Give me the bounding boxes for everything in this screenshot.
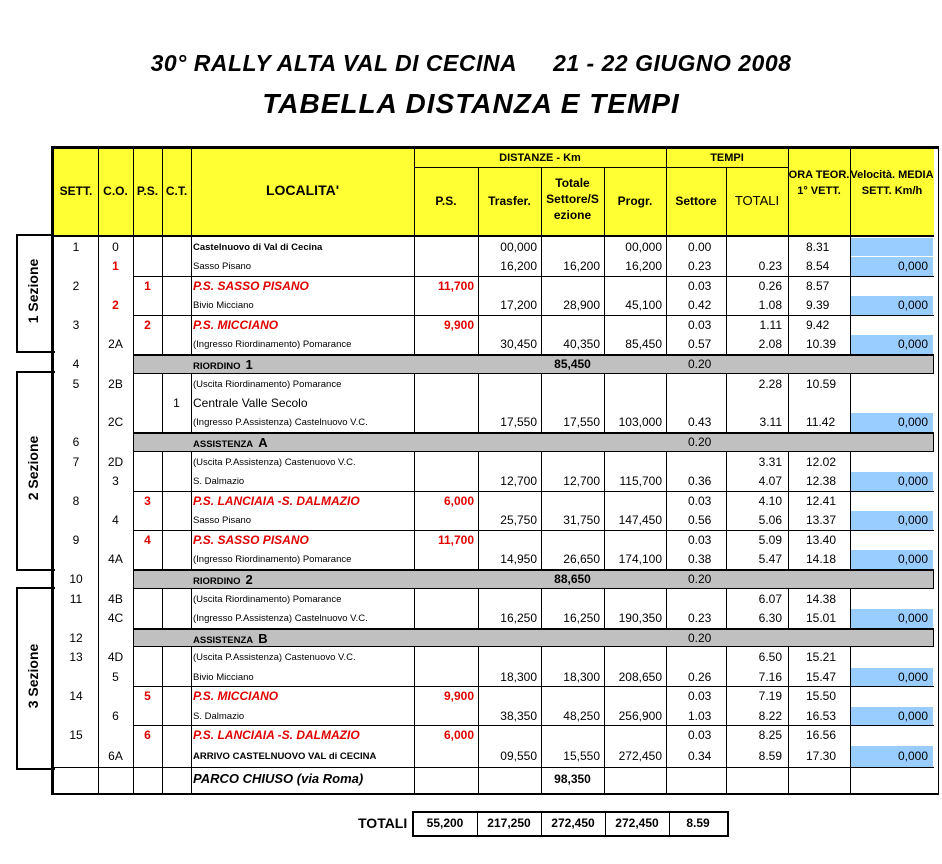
totali-cell: 0.26: [758, 279, 782, 293]
totali-cell: 8.59: [758, 749, 782, 763]
ora-cell: 8.57: [806, 279, 830, 293]
section-1-label: 1 Sezione: [25, 258, 41, 324]
header-col-line: [726, 167, 727, 235]
co-cell: 1: [112, 259, 119, 273]
localita-cell: Sasso Pisano: [193, 515, 252, 526]
trasf-cell: 16,200: [500, 259, 537, 273]
progr-cell: 85,450: [625, 337, 662, 351]
localita-cell: (Uscita P.Assistenza) Castenuovo V.C.: [193, 652, 356, 663]
body-col-line: [191, 237, 192, 793]
settore-cell: 0.23: [688, 259, 712, 273]
ora-cell: 12.41: [806, 494, 837, 508]
settore-cell: 0.56: [688, 513, 712, 527]
co-cell: 4D: [107, 650, 124, 664]
ps-cell: 2: [144, 318, 151, 332]
sett-cell: 8: [72, 494, 80, 508]
localita-cell: P.S. MICCIANO: [193, 689, 279, 703]
velocity-fill: [851, 687, 933, 706]
totale-cell: 26,650: [563, 552, 600, 566]
service-label: RIORDINO 1: [193, 357, 253, 372]
header-ct: C.T.: [165, 184, 188, 198]
row-separator: [133, 530, 934, 531]
row-separator: [133, 315, 934, 316]
trasf-cell: 17,200: [500, 298, 537, 312]
co-cell: 6A: [108, 749, 123, 763]
ps-cell: 5: [144, 689, 151, 703]
ora-cell: 11.42: [806, 415, 836, 429]
service-label: ASSISTENZA A: [193, 435, 268, 450]
velocity-fill: [851, 648, 933, 667]
totale-cell: 12,700: [563, 474, 600, 488]
settore-cell: 0.03: [688, 494, 712, 508]
parco-chiuso-total: 98,350: [554, 772, 591, 786]
header-trasfer: Trasfer.: [488, 194, 531, 208]
totali-cell: 3.11: [759, 415, 782, 429]
totali-cell: 2.28: [758, 377, 782, 391]
progr-cell: 45,100: [625, 298, 662, 312]
sett-cell: 11: [69, 592, 83, 606]
ps-cell: 3: [144, 494, 151, 508]
totali-cell: 8.25: [758, 728, 782, 742]
service-settore: 0.20: [688, 631, 712, 645]
ora-cell: 9.42: [806, 318, 830, 332]
header-ps: P.S.: [136, 184, 159, 198]
table-title: TABELLA DISTANZA E TEMPI: [262, 88, 680, 119]
progr-cell: 103,000: [618, 415, 662, 429]
totali-cell: 1.11: [759, 318, 782, 332]
localita-cell: P.S. LANCIAIA -S. DALMAZIO: [193, 494, 360, 508]
ps-km-cell: 9,900: [443, 689, 474, 703]
body-col-line: [162, 237, 163, 793]
totali-cell: 6.07: [758, 592, 782, 606]
ora-cell: 9.39: [806, 298, 830, 312]
totali-cell: 4.10: [758, 494, 782, 508]
section-2-label: 2 Sezione: [25, 435, 41, 501]
ora-cell: 12.38: [806, 474, 837, 488]
localita-cell: (Ingresso P.Assistenza) Castelnuovo V.C.: [193, 417, 368, 428]
velocity-fill: [851, 277, 933, 295]
co-cell: 5: [112, 670, 119, 684]
header-totali: TOTALI: [734, 193, 780, 208]
progr-cell: 174,100: [618, 552, 662, 566]
localita-cell: ARRIVO CASTELNUOVO VAL di CECINA: [193, 751, 377, 762]
service-bar: [133, 570, 934, 589]
ora-cell: 15.21: [806, 650, 837, 664]
parco-chiuso-label: PARCO CHIUSO (via Roma): [193, 771, 364, 786]
localita-cell: P.S. SASSO PISANO: [193, 533, 309, 547]
ps-km-cell: 6,000: [443, 494, 474, 508]
ora-cell: 17.30: [806, 749, 837, 763]
settore-cell: 0.38: [688, 552, 712, 566]
totali-cell: 3.31: [758, 455, 782, 469]
velocity-fill: [851, 726, 933, 745]
velocity-cell: 0,000: [897, 337, 928, 351]
co-cell: 4: [112, 513, 119, 527]
total-ps: 55,200: [426, 816, 464, 830]
body-col-line: [666, 237, 667, 793]
header-co: C.O.: [103, 184, 128, 198]
ps-cell: 1: [144, 279, 151, 293]
header-totale: Totale Settore/S ezione: [546, 176, 599, 222]
trasf-cell: 12,700: [500, 474, 537, 488]
sett-cell: 9: [72, 533, 80, 547]
totali-cell: 5.09: [758, 533, 782, 547]
header-subline: [414, 167, 788, 168]
ora-cell: 8.54: [806, 259, 830, 273]
totale-cell: 40,350: [563, 337, 600, 351]
settore-cell: 0.34: [688, 749, 712, 763]
settore-cell: 0.03: [688, 279, 712, 293]
localita-cell: (Uscita P.Assistenza) Castenuovo V.C.: [193, 457, 356, 468]
sett-cell: 7: [72, 455, 80, 469]
progr-cell: 272,450: [618, 749, 662, 763]
header-ora: ORA TEOR. 1° VETT.: [788, 169, 850, 197]
localita-cell: (Ingresso Riordinamento) Pomarance: [193, 554, 352, 565]
settore-cell: 0.42: [688, 298, 712, 312]
velocity-fill: [851, 492, 933, 510]
totali-cell: 8.22: [758, 709, 782, 723]
velocity-fill: [851, 531, 933, 549]
sett-cell: 4: [72, 357, 80, 371]
distance-time-table: [51, 146, 939, 795]
header-col-line: [98, 149, 99, 235]
totali-cell: 0.23: [758, 259, 782, 273]
localita-cell: (Ingresso Riordinamento) Pomarance: [193, 339, 352, 350]
velocity-cell: 0,000: [897, 298, 928, 312]
totals-box: [412, 811, 729, 837]
header-col-line: [666, 149, 667, 235]
velocity-cell: 0,000: [897, 611, 928, 625]
parco-line: [54, 767, 934, 768]
ora-cell: 13.40: [806, 533, 837, 547]
trasf-cell: 17,550: [500, 415, 537, 429]
totale-cell: 16,200: [563, 259, 600, 273]
ps-cell: 6: [144, 728, 151, 742]
trasf-cell: 18,300: [500, 670, 537, 684]
co-cell: 4B: [108, 592, 123, 606]
ora-cell: 15.50: [806, 689, 837, 703]
localita-cell: (Uscita Riordinamento) Pomarance: [193, 594, 342, 605]
velocity-fill: [851, 375, 933, 393]
sett-cell: 1: [72, 240, 80, 254]
ora-cell: 14.38: [806, 592, 837, 606]
header-col-line: [788, 149, 789, 235]
header-col-line: [604, 167, 605, 235]
sett-cell: 14: [69, 689, 83, 703]
velocity-cell: 0,000: [897, 513, 928, 527]
trasf-cell: 09,550: [500, 749, 537, 763]
total-trasf: 217,250: [487, 816, 531, 830]
ct-cell: 1: [173, 396, 180, 410]
service-settore: 0.20: [688, 435, 712, 449]
localita-cell: P.S. MICCIANO: [193, 318, 279, 332]
sett-cell: 5: [72, 377, 80, 391]
header-col-line: [541, 167, 542, 235]
header-ps-km: P.S.: [435, 194, 457, 208]
totale-cell: 18,300: [563, 670, 600, 684]
localita-cell: Castelnuovo di Val di Cecina: [193, 242, 323, 253]
totali-cell: 2.08: [758, 337, 782, 351]
header-progr: Progr.: [617, 194, 653, 208]
totale-cell: 15,550: [563, 749, 600, 763]
totale-cell: 48,250: [563, 709, 600, 723]
velocity-cell: 0,000: [897, 552, 928, 566]
velocity-cell: 0,000: [897, 259, 928, 273]
header-distanze: DISTANZE - Km: [499, 152, 581, 164]
co-cell: 2B: [108, 377, 123, 391]
ps-km-cell: 11,700: [437, 533, 474, 547]
sett-cell: 10: [69, 572, 83, 586]
velocity-fill: [851, 316, 933, 334]
ora-cell: 16.53: [806, 709, 837, 723]
velocity-cell: 0,000: [897, 474, 928, 488]
service-settore: 0.20: [688, 357, 712, 371]
sett-cell: 3: [72, 318, 80, 332]
ora-cell: 12.02: [806, 455, 837, 469]
velocity-cell: 0,000: [897, 415, 928, 429]
progr-cell: 00,000: [625, 240, 662, 254]
progr-cell: 256,900: [618, 709, 662, 723]
settore-cell: 0.26: [688, 670, 712, 684]
localita-cell: P.S. SASSO PISANO: [193, 279, 309, 293]
ora-cell: 14.18: [806, 552, 837, 566]
velocity-cell: 0,000: [897, 709, 928, 723]
co-cell: 2C: [107, 415, 124, 429]
settore-cell: 0.03: [688, 533, 712, 547]
header-col-line: [191, 149, 192, 235]
header-velocita: Velocità. MEDIA SETT. Km/h: [850, 169, 934, 197]
totali-cell: 7.16: [758, 670, 782, 684]
ora-cell: 16.56: [806, 728, 837, 742]
velocity-cell: 0,000: [897, 670, 928, 684]
trasf-cell: 25,750: [500, 513, 537, 527]
co-cell: 2D: [107, 455, 124, 469]
header-col-line: [414, 149, 415, 235]
ps-cell: 4: [144, 533, 151, 547]
settore-cell: 0.36: [688, 474, 712, 488]
header-localita: LOCALITA': [265, 182, 340, 198]
settore-cell: 0.03: [688, 318, 712, 332]
progr-cell: 208,650: [618, 670, 662, 684]
trasf-cell: 30,450: [500, 337, 537, 351]
service-total: 85,450: [554, 357, 591, 371]
sett-cell: 12: [69, 631, 83, 645]
service-label: ASSISTENZA B: [193, 631, 268, 646]
localita-cell: Centrale Valle Secolo: [193, 396, 308, 410]
header-sett: SETT.: [59, 184, 93, 198]
localita-cell: Bivio Micciano: [193, 300, 254, 311]
progr-cell: 190,350: [618, 611, 662, 625]
settore-cell: 0.43: [688, 415, 712, 429]
ora-cell: 13.37: [806, 513, 837, 527]
ps-km-cell: 6,000: [443, 728, 474, 742]
body-col-line: [788, 237, 789, 793]
row-separator: [133, 725, 934, 726]
total-totale: 272,450: [551, 816, 595, 830]
localita-cell: Bivio Micciano: [193, 672, 254, 683]
sett-cell: 2: [72, 279, 80, 293]
co-cell: 2A: [108, 337, 123, 351]
settore-cell: 0.03: [688, 689, 712, 703]
velocity-cell: 0,000: [897, 749, 928, 763]
localita-cell: Sasso Pisano: [193, 261, 252, 272]
settore-cell: 0.03: [688, 728, 712, 742]
section-3-label: 3 Sezione: [25, 643, 41, 709]
totale-cell: 31,750: [563, 513, 600, 527]
progr-cell: 147,450: [618, 513, 662, 527]
sett-cell: 13: [69, 650, 83, 664]
ps-km-cell: 9,900: [443, 318, 474, 332]
totale-cell: 16,250: [563, 611, 600, 625]
ps-km-cell: 11,700: [437, 279, 474, 293]
progr-cell: 16,200: [625, 259, 662, 273]
velocity-fill: [851, 238, 933, 256]
header-col-line: [133, 149, 134, 235]
co-cell: 6: [112, 709, 119, 723]
header-tempi: TEMPI: [710, 152, 744, 164]
settore-cell: 0.57: [688, 337, 712, 351]
header-col-line: [850, 149, 851, 235]
header-col-line: [162, 149, 163, 235]
progr-cell: 115,700: [619, 474, 662, 488]
co-cell: 4A: [108, 552, 123, 566]
trasf-cell: 00,000: [500, 240, 537, 254]
totali-cell: 5.47: [758, 552, 782, 566]
rally-title: 30° RALLY ALTA VAL DI CECINA 21 - 22 GIUGNO 2008: [150, 50, 792, 76]
totali-cell: 7.19: [758, 689, 782, 703]
trasf-cell: 14,950: [500, 552, 537, 566]
velocity-fill: [851, 590, 933, 608]
sett-cell: 15: [69, 728, 83, 742]
totali-cell: 4.07: [758, 474, 782, 488]
co-cell: 3: [112, 474, 119, 488]
settore-cell: 1.03: [688, 709, 712, 723]
ora-cell: 8.31: [806, 240, 830, 254]
total-settore: 8.59: [686, 816, 710, 830]
localita-cell: (Uscita Riordinamento) Pomarance: [193, 379, 342, 390]
ora-cell: 10.59: [806, 377, 837, 391]
service-bar: [133, 355, 934, 374]
row-separator: [133, 686, 934, 687]
co-cell: 0: [112, 240, 119, 254]
trasf-cell: 16,250: [500, 611, 537, 625]
co-cell: 4C: [107, 611, 124, 625]
settore-cell: 0.23: [688, 611, 712, 625]
ora-cell: 15.01: [806, 611, 837, 625]
totali-cell: 6.50: [758, 650, 782, 664]
row-separator: [133, 276, 934, 277]
sett-cell: 6: [72, 435, 80, 449]
total-progr: 272,450: [615, 816, 659, 830]
velocity-fill: [851, 453, 933, 471]
header-bottom-line: [54, 235, 934, 237]
localita-cell: P.S. LANCIAIA -S. DALMAZIO: [193, 728, 360, 742]
localita-cell: S. Dalmazio: [193, 711, 245, 722]
totali-label: TOTALI: [358, 815, 408, 831]
totale-cell: 28,900: [563, 298, 600, 312]
row-separator: [133, 491, 934, 492]
ora-cell: 15.47: [806, 670, 837, 684]
ora-cell: 10.39: [806, 337, 837, 351]
service-total: 88,650: [554, 572, 591, 586]
totali-cell: 5.06: [758, 513, 782, 527]
trasf-cell: 38,350: [500, 709, 537, 723]
localita-cell: (Ingresso P.Assistenza) Castelnuovo V.C.: [193, 613, 368, 624]
header-col-line: [478, 167, 479, 235]
settore-cell: 0.00: [688, 240, 712, 254]
localita-cell: S. Dalmazio: [193, 476, 245, 487]
service-label: RIORDINO 2: [193, 572, 253, 587]
totali-cell: 1.08: [758, 298, 782, 312]
header-settore: Settore: [675, 194, 717, 208]
co-cell: 2: [112, 298, 119, 312]
service-settore: 0.20: [688, 572, 712, 586]
totali-cell: 6.30: [758, 611, 782, 625]
totale-cell: 17,550: [563, 415, 600, 429]
